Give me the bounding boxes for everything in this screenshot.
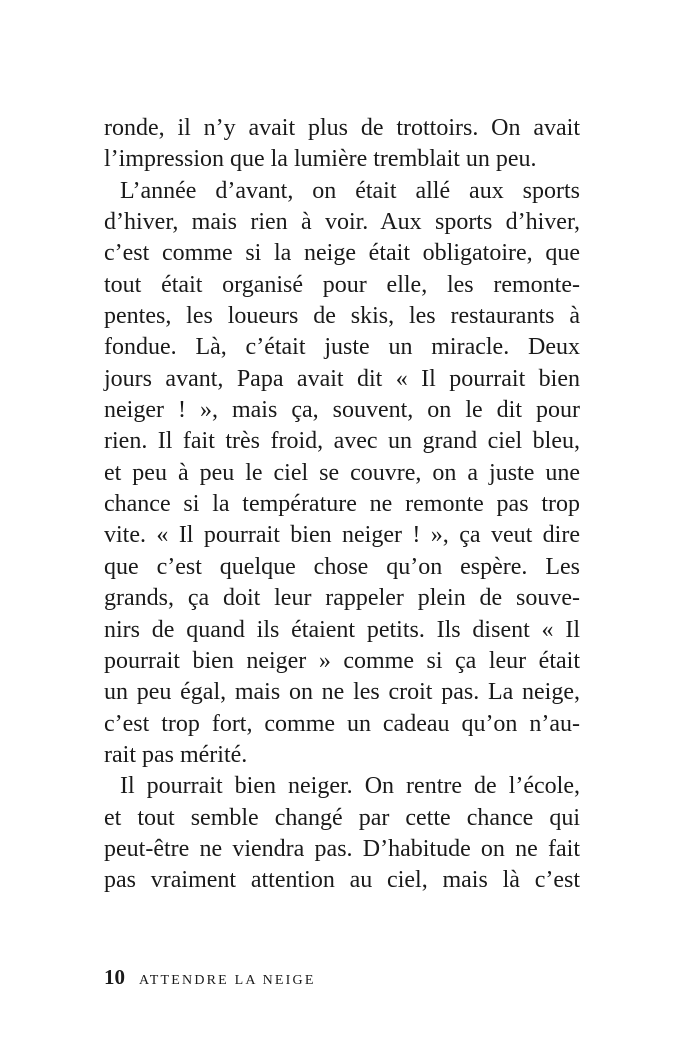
text-line: l’impression que la lumière tremblait un peu. <box>104 146 537 173</box>
text-line: et tout semble changé par cette chance qui <box>104 804 580 831</box>
text-line: grands, ça doit leur rappeler plein de souve- <box>104 585 580 612</box>
text-line: jours avant, Papa avait dit « Il pourrait bien <box>104 365 580 392</box>
running-title: ATTENDRE LA NEIGE <box>139 973 316 988</box>
page-footer <box>104 962 316 992</box>
text-line: ronde, il n’y avait plus de trottoirs. On avait <box>104 115 580 141</box>
text-line: et peu à peu le ciel se couvre, on a juste une <box>104 459 580 486</box>
text-line: fondue. Là, c’était juste un miracle. Deux <box>104 334 580 361</box>
text-line: pourrait bien neiger » comme si ça leur était <box>104 647 580 674</box>
text-line: rien. Il fait très froid, avec un grand ciel bleu, <box>104 428 580 455</box>
text-line: nirs de quand ils étaient petits. Ils disent « Il <box>104 616 580 643</box>
text-line: L’année d’avant, on était allé aux sports <box>120 177 580 204</box>
text-line: d’hiver, mais rien à voir. Aux sports d’hiver, <box>104 209 580 236</box>
body-text <box>104 113 580 897</box>
text-line: pas vraiment attention au ciel, mais là c’est <box>104 867 580 894</box>
text-line: tout était organisé pour elle, les remonte- <box>104 271 580 298</box>
text-line: peut-être ne viendra pas. D’habitude on ne fait <box>104 835 580 862</box>
text-line: pentes, les loueurs de skis, les restaurants à <box>104 303 580 330</box>
text-line: un peu égal, mais on ne les croit pas. La neige, <box>104 679 580 706</box>
text-line: chance si la température ne remonte pas trop <box>104 491 580 518</box>
text-line: vite. « Il pourrait bien neiger ! », ça veut dire <box>104 522 580 549</box>
text-line: c’est comme si la neige était obligatoire, que <box>104 240 580 267</box>
text-line: Il pourrait bien neiger. On rentre de l’école, <box>120 773 580 800</box>
text-line: rait pas mérité. <box>104 741 248 768</box>
text-line: c’est trop fort, comme un cadeau qu’on n’au- <box>104 710 580 737</box>
page-number: 10 <box>104 965 125 989</box>
text-line: neiger ! », mais ça, souvent, on le dit pour <box>104 397 580 424</box>
text-line: que c’est quelque chose qu’on espère. Les <box>104 553 580 580</box>
